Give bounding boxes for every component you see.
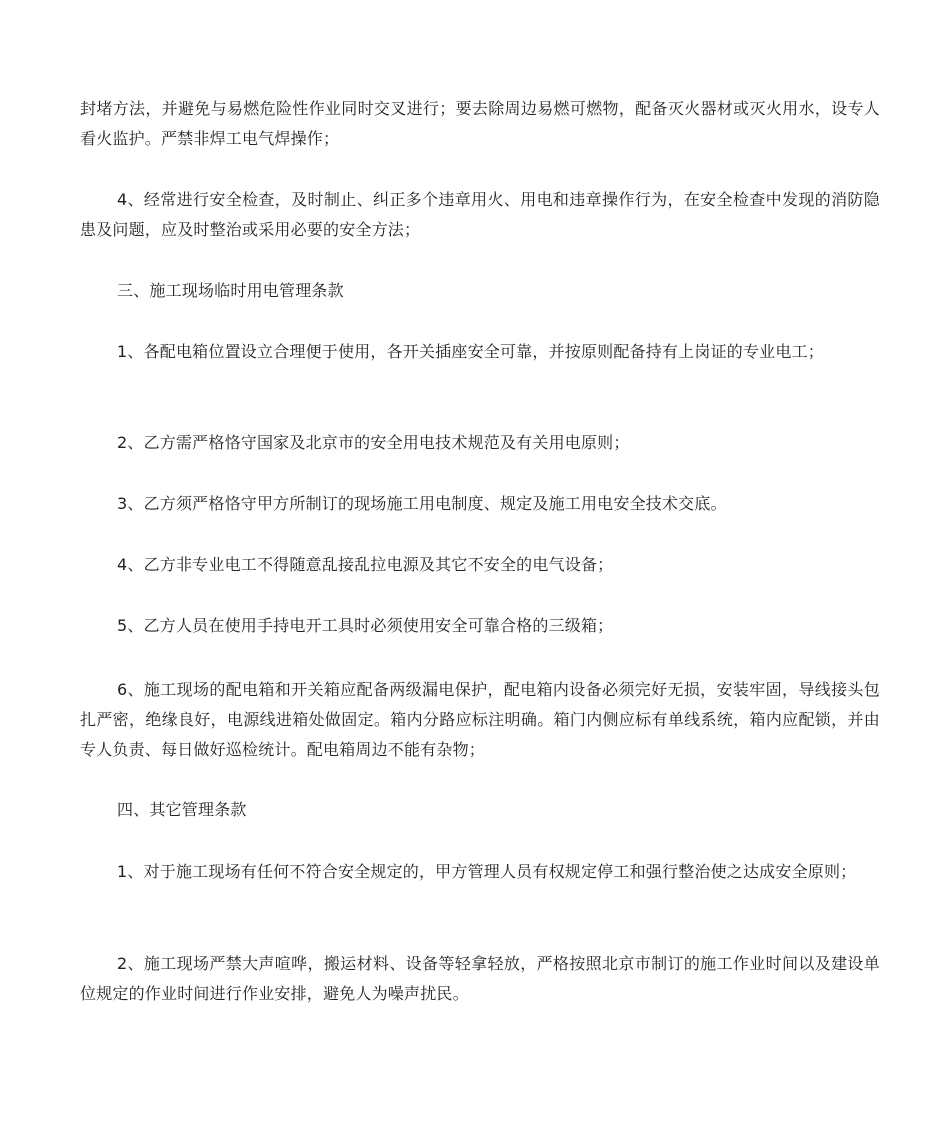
section-heading-temporary-power: 三、施工现场临时用电管理条款 xyxy=(117,281,344,300)
section-heading-other-rules: 四、其它管理条款 xyxy=(117,800,247,819)
paragraph-stop-work-authority: 1、对于施工现场有任何不符合安全规定的，甲方管理人员有权规定停工和强行整治使之达成安全原则； xyxy=(117,862,857,881)
paragraph-comply-national-standards: 2、乙方需严格恪守国家及北京市的安全用电技术规范及有关用电原则； xyxy=(117,433,630,452)
paragraph-handheld-tools: 5、乙方人员在使用手持电开工具时必须使用安全可靠合格的三级箱； xyxy=(117,616,614,635)
paragraph-safety-inspection: 4、经常进行安全检查，及时制止、纠正多个违章用火、用电和违章操作行为，在安全检查中发现的消防隐患及问题，应及时整治或采用必要的安全方法； xyxy=(80,190,880,239)
paragraph-distribution-box-location: 1、各配电箱位置设立合理便于使用，各开关插座安全可靠，并按原则配备持有上岗证的专业电工； xyxy=(117,342,824,361)
paragraph-noise-control: 2、施工现场严禁大声喧哗，搬运材料、设备等轻拿轻放，严格按照北京市制订的施工作业时间以及建设单位规定的作业时间进行作业安排，避免人为噪声扰民。 xyxy=(80,954,880,1003)
paragraph-non-electrician-restriction: 4、乙方非专业电工不得随意乱接乱拉电源及其它不安全的电气设备； xyxy=(117,555,614,574)
paragraph-fire-prevention-continued: 封堵方法，并避免与易燃危险性作业同时交叉进行；要去除周边易燃可燃物，配备灭火器材或灭火用水，设专人看火监护。严禁非焊工电气焊操作； xyxy=(80,99,880,148)
paragraph-leakage-protection: 6、施工现场的配电箱和开关箱应配备两级漏电保护，配电箱内设备必须完好无损，安装牢固，导线接头包扎严密，绝缘良好，电源线进箱处做固定。箱内分路应标注明确。箱门内侧应标有单线系统，箱内应配锁，并由专人负责、每日做好巡检统计。配电箱周边不能有杂物； xyxy=(80,680,880,759)
paragraph-comply-site-rules: 3、乙方须严格恪守甲方所制订的现场施工用电制度、规定及施工用电安全技术交底。 xyxy=(117,494,727,513)
